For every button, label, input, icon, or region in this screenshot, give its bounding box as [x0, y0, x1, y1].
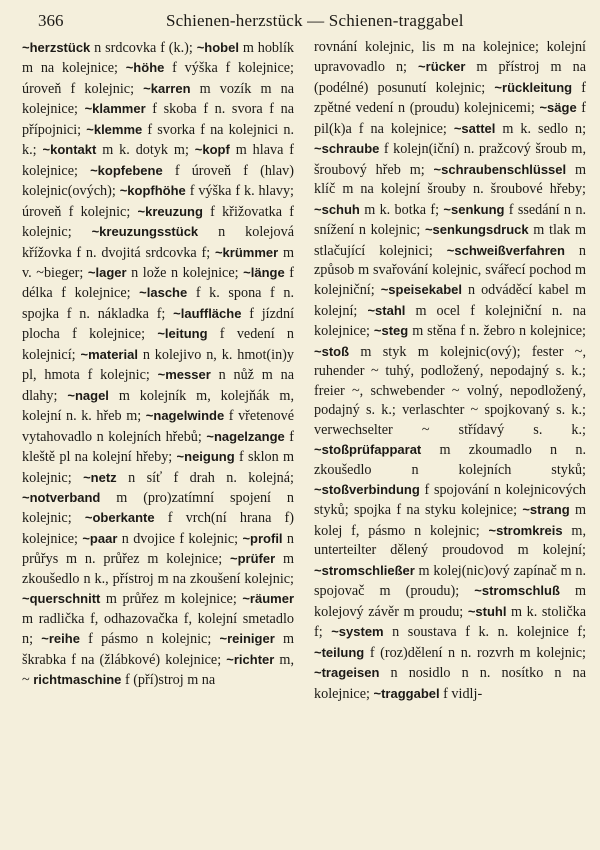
entry-headword: ~traggabel: [373, 685, 440, 701]
entry-translation: f spojování n kolejnicových styků; spojka f na styku kolejnice;: [314, 481, 586, 519]
entry-translation: f úroveň f (hlav) kolejnic(ových);: [22, 162, 294, 200]
entry-translation: n nůž m na dlahy;: [22, 367, 294, 404]
entry-translation: m radlička f, odhazovačka f, kolejní smetadlo n;: [22, 610, 294, 648]
entry-headword: ~lauffläche: [173, 305, 242, 321]
entry-translation: m hlava f kolejnice;: [22, 142, 295, 179]
entry-translation: f pil(k)a f na kolejnice;: [314, 100, 587, 137]
entry-translation: m styk m kolejnic(ový); fester ~, ruhender ~ tuhý, podložený, nepodajný s. k.; freier ~, schwebender ~ volný, nepodložený, podajný s. k.; verlaschter ~ spojkovaný s. k.; verwechselter ~ střídavý s. k.;: [314, 343, 586, 438]
entry-headword: ~stromschließer: [314, 562, 415, 578]
left-column: [22, 38, 294, 704]
entry-headword: ~krümmer: [214, 244, 279, 260]
entry-headword: ~leitung: [157, 326, 208, 342]
entry-translation: f vidlj-: [439, 685, 483, 702]
entry-headword: ~rücker: [418, 59, 466, 75]
entry-headword: ~reihe: [41, 631, 80, 647]
entry-translation: n soustava f k. n. kolejnice f;: [383, 624, 587, 641]
entry-translation: m průřez m kolejnice;: [100, 591, 237, 608]
entry-translation: f zpětné vedení n (proudu) kolejnicemi;: [314, 79, 586, 117]
entry-headword: ~kopfhöhe: [119, 183, 186, 199]
entry-headword: ~strang: [522, 502, 570, 518]
entry-translation: m kolejník m, kolejňák m, kolejní n. k. hřeb m;: [22, 387, 294, 425]
entry-translation: m k. sedlo n;: [495, 120, 587, 137]
entry-headword: ~steg: [373, 323, 409, 339]
entry-headword: ~kopf: [194, 142, 230, 158]
entry-translation: f výška f kolejnice; úroveň f kolejnic;: [22, 60, 294, 97]
entry-headword: ~speisekabel: [380, 282, 462, 298]
entry-headword: ~schraubenschlüssel: [433, 161, 567, 177]
entry-translation: n kolejivo n, k. hmot(in)y pl, hmota f kolejnic;: [22, 346, 294, 384]
entry-headword: ~karren: [143, 80, 191, 96]
entry-headword: ~kopfebene: [90, 162, 163, 178]
entry-paragraph: [22, 38, 294, 691]
entry-headword: ~kreuzungsstück: [91, 224, 199, 240]
entry-translation: f pásmo n kolejnic;: [79, 631, 212, 648]
entry-headword: ~messer: [157, 367, 211, 383]
entry-translation: m klíč m na kolejní šrouby n. šroubové hřeby;: [314, 161, 587, 198]
entry-translation: m škrabka f na (žlábkové) kolejnice;: [22, 631, 295, 668]
entry-translation: m ocel f kolejniční n. na kolejnice;: [314, 302, 586, 340]
entry-translation: rovnání kolejnic, lis m na kolejnice; kolejní upravovadlo n;: [314, 39, 586, 76]
entry-headword: ~nagelzange: [206, 428, 285, 444]
entry-translation: m k. stolička f;: [314, 603, 587, 641]
entry-headword: ~senkungsdruck: [424, 222, 529, 238]
entry-translation: n srdcovka f (k.);: [90, 40, 193, 56]
entry-translation: m (pro)zatímní spojení n kolejnic;: [22, 489, 294, 527]
entry-headword: ~säge: [539, 100, 577, 116]
running-title: Schienen-herzstück — Schienen-traggabel: [166, 11, 464, 30]
entry-translation: m přístroj m na (podélné) posunutí kolejnic;: [314, 59, 587, 96]
entry-translation: n síť f drah n. kolejná;: [116, 469, 294, 486]
entry-headword: ~trageisen: [314, 665, 380, 681]
entry-headword: ~klemme: [86, 121, 143, 137]
entry-headword: ~stoßprüfapparat: [314, 442, 422, 458]
text-columns: [22, 38, 586, 704]
entry-headword: ~system: [331, 624, 384, 640]
entry-headword: ~stoßverbindung: [314, 481, 420, 497]
entry-headword: ~prüfer: [230, 551, 276, 567]
entry-headword: ~neigung: [176, 449, 235, 465]
entry-translation: n způsob m svařování kolejnic, svářecí pochod m kolejniční;: [314, 242, 586, 299]
entry-headword: ~profil: [242, 530, 283, 546]
entry-headword: ~hobel: [196, 40, 239, 55]
entry-headword: ~stahl: [367, 302, 406, 318]
entry-translation: n kolejová křížovka f n. dvojitá srdcovka f;: [22, 224, 294, 261]
entry-translation: n dvojice f kolejnic;: [117, 530, 239, 547]
entry-headword: ~länge: [243, 264, 285, 280]
entry-headword: ~schweißverfahren: [446, 242, 565, 258]
entry-translation: f svorka f na kolejnici n. k.;: [22, 121, 295, 159]
entry-translation: f jízdní plocha f kolejnice;: [22, 305, 295, 343]
entry-translation: f (roz)dělení n n. rozvrh m kolejnic;: [364, 644, 586, 661]
entry-headword: ~oberkante: [84, 510, 155, 526]
entry-headword: ~lager: [87, 264, 127, 280]
entry-headword: ~stromkreis: [488, 522, 563, 538]
entry-headword: ~nagelwinde: [145, 408, 225, 424]
entry-translation: n průřys m n. průřez m kolejnice;: [22, 530, 295, 568]
entry-headword: ~netz: [83, 469, 117, 485]
entry-translation: f (pří)stroj m na: [121, 672, 216, 689]
entry-translation: f sklon m kolejnic;: [22, 449, 295, 486]
entry-headword: ~reiniger: [219, 631, 275, 647]
entry-translation: m kolej f, pásmo n kolejnic;: [314, 502, 587, 539]
entry-headword: ~schraube: [314, 141, 380, 157]
entry-translation: m, ~: [22, 651, 294, 689]
entry-headword: ~stromschluß: [474, 583, 560, 599]
entry-headword: ~stuhl: [467, 603, 507, 619]
entry-headword: ~paar: [82, 530, 118, 546]
entry-translation: f vřetenové vytahovadlo n kolejních hřebů;: [22, 408, 295, 445]
entry-translation: m zkoumadlo n n. zkoušedlo n kolejních styků;: [314, 442, 586, 478]
right-column: [314, 38, 586, 704]
entry-headword: ~lasche: [139, 285, 188, 301]
entry-translation: m stěna f n. žebro n kolejnice;: [408, 323, 586, 340]
entry-translation: m kolejový závěr m proudu;: [314, 583, 586, 620]
entry-translation: f kleště pl na kolejní hřeby;: [22, 428, 294, 466]
entry-translation: m k. dotyk m;: [96, 142, 189, 159]
entry-headword: ~klammer: [84, 101, 146, 117]
entry-translation: f kolejn(iční) n. pražcový šroub m, šroubový hřeb m;: [314, 141, 586, 178]
entry-translation: m tlak m stlačující kolejnici;: [314, 222, 586, 259]
entry-headword: ~kreuzung: [137, 203, 203, 219]
entry-headword: richtmaschine: [33, 672, 122, 688]
entry-headword: ~senkung: [443, 201, 505, 217]
page-number: 366: [38, 11, 64, 30]
entry-headword: ~notverband: [22, 489, 101, 505]
running-header: [16, 8, 584, 34]
entry-translation: f vrch(ní hrana f) kolejnice;: [22, 510, 295, 547]
entry-translation: n nosidlo n n. nosítko n na kolejnice;: [314, 665, 586, 702]
entry-headword: ~räumer: [242, 591, 294, 607]
entry-headword: ~herzstück: [22, 40, 91, 55]
entry-paragraph: [314, 38, 586, 704]
entry-headword: ~schuh: [314, 201, 360, 217]
entry-translation: m vozík m na kolejnice;: [22, 80, 295, 118]
entry-headword: ~höhe: [125, 60, 165, 76]
entry-translation: f délka f kolejnice;: [22, 264, 294, 302]
entry-headword: ~material: [80, 346, 138, 362]
entry-translation: m k. botka f;: [359, 201, 440, 218]
entry-headword: ~richter: [226, 651, 275, 667]
entry-translation: f ssedání n n. snížení n kolejnic;: [314, 201, 586, 239]
entry-translation: f skoba f n. svora f na přípojnici;: [22, 101, 294, 138]
entry-headword: ~sattel: [453, 120, 496, 136]
entry-headword: ~kontakt: [42, 142, 97, 158]
entry-translation: n odváděcí kabel m kolejní;: [314, 282, 587, 319]
entry-translation: n lože n kolejnice;: [126, 264, 239, 281]
entry-headword: ~teilung: [314, 644, 365, 660]
entry-translation: m, unterteilter dělený proudovod m kolejní;: [314, 522, 587, 559]
entry-translation: m hoblík m na kolejnice;: [22, 40, 294, 77]
entry-headword: ~querschnitt: [22, 591, 101, 607]
entry-headword: ~stoß: [314, 343, 350, 359]
entry-translation: m v. ~bieger;: [22, 244, 294, 281]
entry-translation: m kolej(nic)ový zapínač m n. spojovač m (proudu);: [314, 562, 586, 600]
entry-translation: f vedení n kolejnicí;: [22, 326, 295, 363]
entry-translation: m zkoušedlo n k., přístroj m na zkoušení kolejnic;: [22, 551, 294, 587]
entry-headword: ~rückleitung: [494, 79, 573, 95]
entry-translation: f výška f k. hlavy; úroveň f kolejnic;: [22, 183, 295, 220]
entry-headword: ~nagel: [67, 387, 109, 403]
entry-translation: f křižovatka f kolejnic;: [22, 203, 295, 241]
entry-translation: f k. spona f n. spojka f n. nákladka f;: [22, 285, 294, 322]
